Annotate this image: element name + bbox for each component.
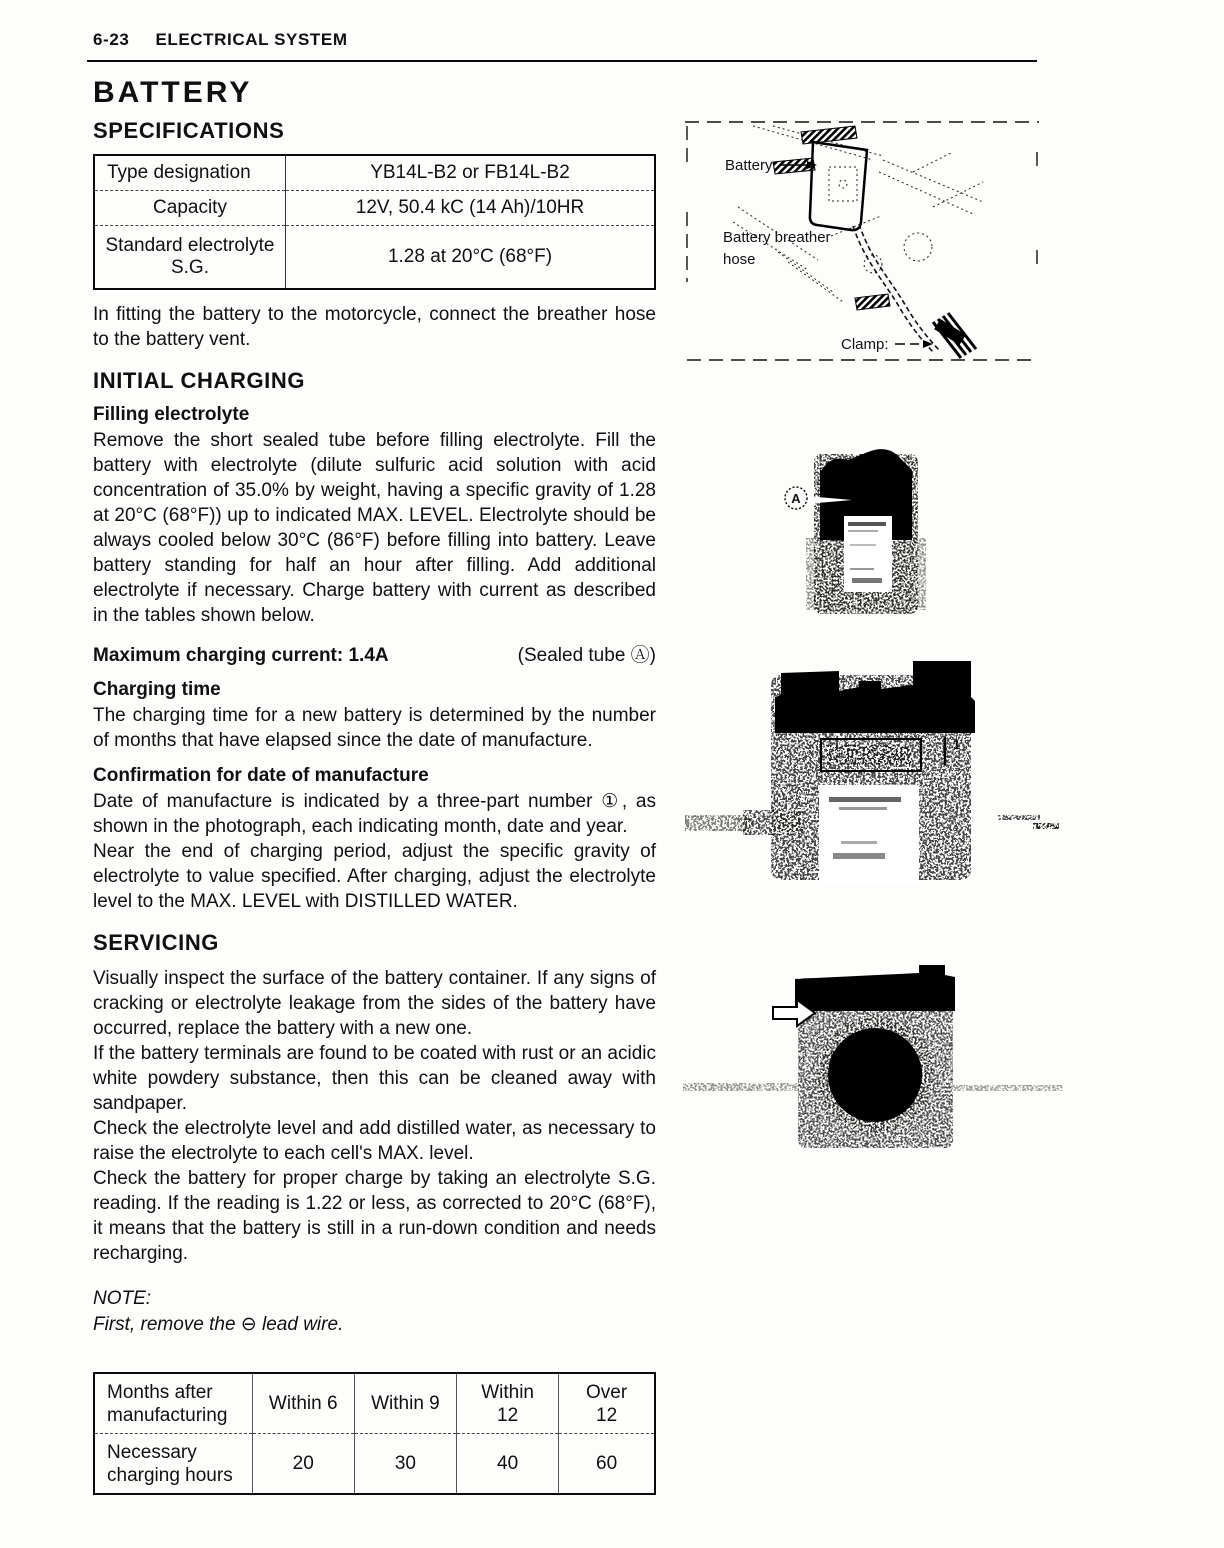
filling-electrolyte-subheading: Filling electrolyte — [93, 404, 250, 425]
adjust-gravity-paragraph: Near the end of charging period, adjust the specific gravity of electrolyte to value specified. After charging, adjust the electrolyte level to the MAX. LEVEL with DISTILLED WATER. — [93, 841, 656, 912]
sealed-tube-reference: (Sealed tube Ⓐ) — [517, 645, 656, 666]
battery-top-silhouette — [775, 661, 975, 733]
table-row — [94, 1434, 655, 1495]
charging-time-paragraph: The charging time for a new battery is determined by the number of months that have elapsed since the date of manufacture. — [93, 705, 656, 751]
breather-hose-label: hose — [723, 251, 756, 268]
note-block — [93, 1286, 656, 1338]
mount-pad-hatch — [855, 294, 890, 310]
note-label: NOTE: — [93, 1288, 152, 1309]
breather-hose-label: Battery breather — [723, 229, 831, 246]
battery-label: Battery — [725, 157, 773, 174]
max-charging-current-line — [93, 640, 656, 667]
initial-charging-heading: INITIAL CHARGING — [93, 368, 306, 393]
table-row — [94, 155, 655, 191]
battery-inspection-photo — [683, 963, 1063, 1178]
servicing-paragraph: Visually inspect the surface of the battery container. If any signs of cracking or electrolyte leakage from the sides of the battery have occurred, replace the battery with a new one. — [93, 968, 656, 1039]
charging-hours-table — [93, 1372, 656, 1495]
charging-time-subheading: Charging time — [93, 679, 221, 700]
servicing-paragraph: If the battery terminals are found to be coated with rust or an acidic white powdery substance, then this can be cleaned away with sandpaper. — [93, 1043, 656, 1114]
battery-outline — [810, 142, 867, 230]
spec-label: Type designation — [94, 155, 286, 191]
specifications-table — [93, 154, 656, 290]
charge-row-label: Necessary charging hours — [94, 1434, 252, 1495]
callout-a-label: A — [791, 491, 801, 506]
chapter-title: ELECTRICAL SYSTEM — [155, 30, 348, 49]
section-title: BATTERY — [93, 76, 253, 109]
charge-col-header: Over 12 — [559, 1373, 655, 1434]
charge-hours-value: 30 — [354, 1434, 456, 1495]
charge-hours-value: 60 — [559, 1434, 655, 1495]
servicing-paragraph: Check the electrolyte level and add distilled water, as necessary to raise the electrolyte to each cell's MAX. level. — [93, 1118, 656, 1164]
specifications-heading: SPECIFICATIONS — [93, 118, 285, 143]
sealed-tube-battery-photo — [770, 418, 950, 623]
servicing-paragraph: Check the battery for proper charge by taking an electrolyte S.G. reading. If the reading is 1.22 or less, as corrected to 20°C (68°F), it means that the battery is still in a run-down condition and needs recharging. — [93, 1168, 656, 1264]
battery-dark-area — [828, 1028, 922, 1122]
header-rule — [87, 60, 1037, 62]
table-row — [94, 1373, 655, 1434]
spec-value: YB14L-B2 or FB14L-B2 — [370, 162, 570, 183]
table-row — [94, 191, 655, 226]
date-of-manufacture-photo — [683, 645, 1063, 895]
charge-row-label: Months after manufacturing — [107, 1381, 228, 1426]
spec-label: Standard electrolyte S.G. — [94, 226, 286, 290]
page-header — [93, 30, 348, 50]
spec-label: Capacity — [94, 191, 286, 226]
charge-hours-value: 20 — [252, 1434, 354, 1495]
filling-electrolyte-paragraph: Remove the short sealed tube before filling electrolyte. Fill the battery with electrolyte (dilute sulfuric acid solution with acid concentration of 35.0% by weight, having a specific gravity of 1.28 at 20°C (68°F)) up to indicated MAX. LEVEL. Electrolyte should be always cooled below 30°C (86°F) before filling into battery. Leave battery standing for half an hour after filling. Add additional electrolyte if necessary. Charge battery with current as described in the tables shown below. — [93, 430, 656, 626]
callout-1-label: 1 — [953, 737, 961, 752]
spec-value: 1.28 at 20°C (68°F) — [286, 226, 656, 290]
page-number: 6-23 — [93, 30, 130, 49]
note-body: First, remove the ⊖ lead wire. — [93, 1314, 344, 1335]
fitting-note: In fitting the battery to the motorcycle, connect the breather hose to the battery vent. — [93, 304, 656, 350]
charge-hours-value: 40 — [457, 1434, 559, 1495]
confirmation-paragraph: Date of manufacture is indicated by a three-part number ①, as shown in the photograph, each indicating month, date and year. — [93, 791, 656, 837]
spec-value: 12V, 50.4 kC (14 Ah)/10HR — [286, 191, 656, 226]
clamp-label: Clamp: — [841, 336, 889, 353]
charge-col-header: Within 12 — [457, 1373, 559, 1434]
confirmation-subheading: Confirmation for date of manufacture — [93, 765, 429, 786]
table-row — [94, 226, 655, 290]
charge-col-header: Within 6 — [252, 1373, 354, 1434]
charge-col-header: Within 9 — [354, 1373, 456, 1434]
battery-strap-hatch — [801, 126, 857, 144]
battery-cap-silhouette — [795, 965, 955, 1011]
servicing-heading: SERVICING — [93, 930, 220, 955]
max-charging-current-value: Maximum charging current: 1.4A — [93, 645, 389, 666]
battery-installation-figure — [683, 112, 1043, 362]
breather-hose-line — [859, 224, 939, 350]
text-column — [93, 76, 656, 1495]
